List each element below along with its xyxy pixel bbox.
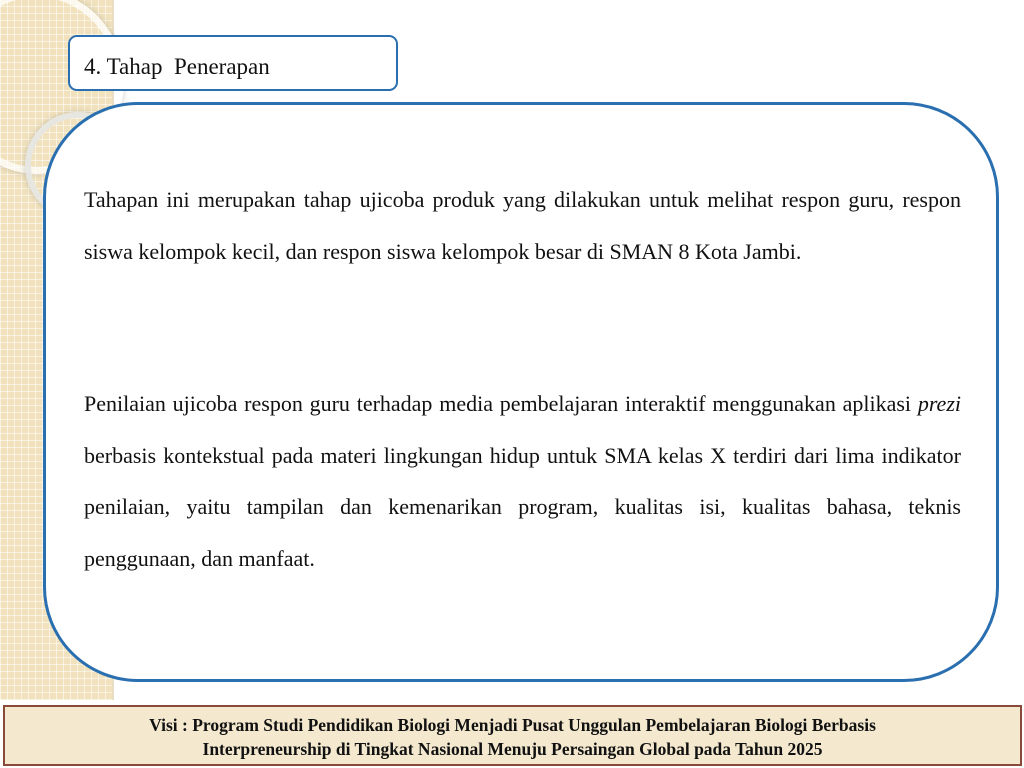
footer-line-2: Interpreneurship di Tingkat Nasional Menuju Persaingan Global pada Tahun 2025 <box>202 739 823 759</box>
slide-title-box <box>68 35 398 91</box>
footer-line-1: Visi : Program Studi Pendidikan Biologi Menjadi Pusat Unggulan Pembelajaran Biologi Berbasis <box>149 715 876 735</box>
paragraph-2 <box>84 378 961 584</box>
footer-vision-banner <box>3 705 1022 766</box>
paragraph-2-italic-term: prezi <box>917 391 961 416</box>
paragraph-1: Tahapan ini merupakan tahap ujicoba produk yang dilakukan untuk melihat respon guru, respon siswa kelompok kecil, dan respon siswa kelompok besar di SMAN 8 Kota Jambi. <box>84 187 961 264</box>
slide-title: 4. Tahap Penerapan <box>84 54 270 79</box>
paragraph-2-text-end: berbasis kontekstual pada materi lingkungan hidup untuk SMA kelas X terdiri dari lima indikator penilaian, yaitu tampilan dan kemenarikan program, kualitas isi, kualitas bahasa, teknis penggunaan, dan manfaat. <box>84 442 961 571</box>
paragraph-2-text-start: Penilaian ujicoba respon guru terhadap media pembelajaran interaktif menggunakan aplikasi <box>84 391 918 416</box>
content-box <box>43 102 999 682</box>
